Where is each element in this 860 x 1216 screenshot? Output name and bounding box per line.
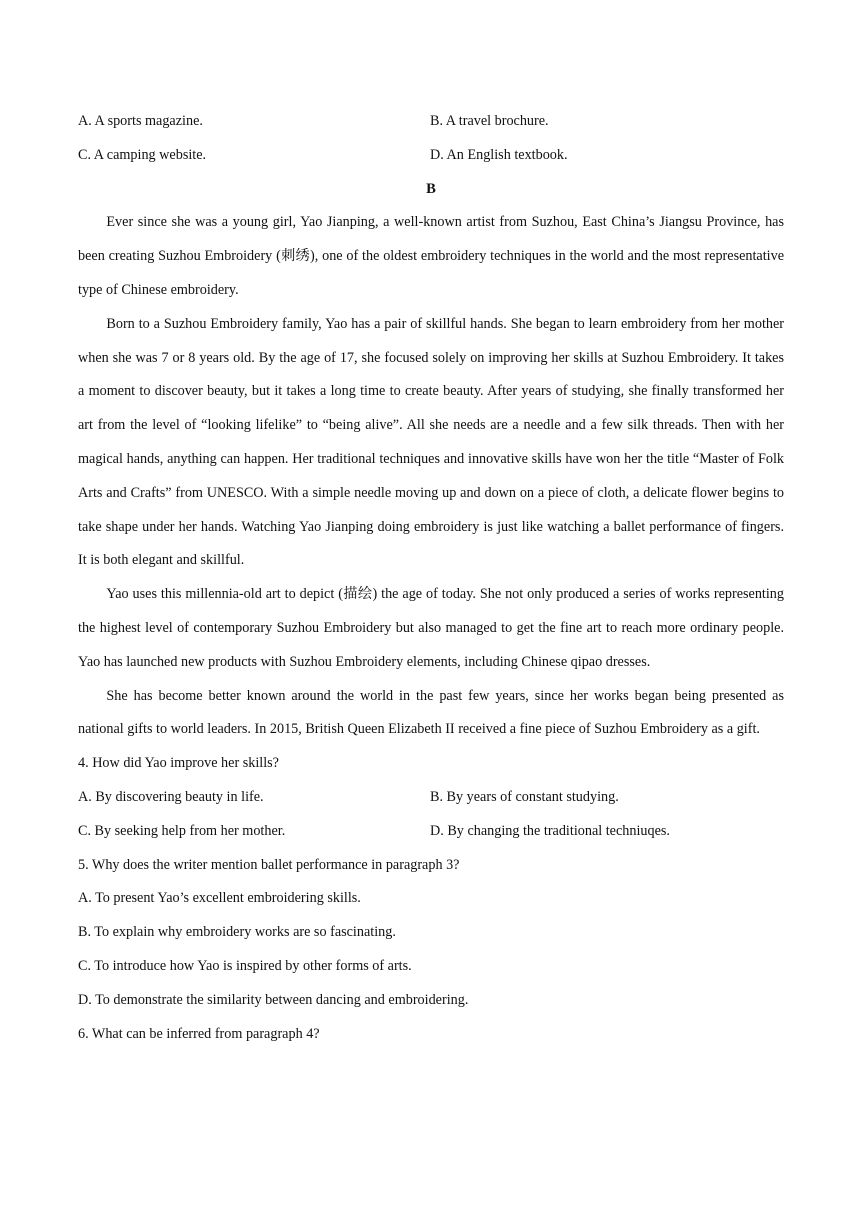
prev-question-options-row-1 <box>78 105 784 139</box>
q5-option-a: A. To present Yao’s excellent embroidering skills. <box>78 890 361 907</box>
option-b: B. A travel brochure. <box>430 113 549 129</box>
paragraph-1: Ever since she was a young girl, Yao Jianping, a well-known artist from Suzhou, East China’s Jiangsu Province, has been creating Suzhou Embroidery (刺绣), one of the oldest embroidery techniques in the world and the most representative type of Chinese embroidery. <box>78 214 784 298</box>
q4-option-d: D. By changing the traditional techniuqes. <box>430 822 670 839</box>
q4-option-a: A. By discovering beauty in life. <box>78 788 264 805</box>
q5-option-c: C. To introduce how Yao is inspired by other forms of arts. <box>78 957 412 974</box>
option-a: A. A sports magazine. <box>78 113 203 129</box>
option-c: C. A camping website. <box>78 146 207 163</box>
q4-option-b: B. By years of constant studying. <box>430 788 619 805</box>
question-4-stem: 4. How did Yao improve her skills? <box>78 755 279 772</box>
paragraph-4: She has become better known around the world in the past few years, since her works began being presented as national gifts to world leaders. In 2015, British Queen Elizabeth II received a fine piece of Suzhou Embroidery as a gift. <box>78 687 784 738</box>
paragraph-3: Yao uses this millennia-old art to depict (描绘) the age of today. She not only produced a series of works representing the highest level of contemporary Suzhou Embroidery but also managed to get the fine art to reach more ordinary people. Yao has launched new products with Suzhou Embroidery elements, including Chinese qipao dresses. <box>78 586 784 670</box>
question-6-stem: 6. What can be inferred from paragraph 4? <box>78 1025 320 1042</box>
q5-option-b: B. To explain why embroidery works are so fascinating. <box>78 924 396 941</box>
option-d: D. An English textbook. <box>430 146 568 163</box>
prev-question-options-row-2 <box>78 139 784 173</box>
q4-option-c: C. By seeking help from her mother. <box>78 822 286 839</box>
document-page <box>78 105 784 1051</box>
question-4-options-row-1 <box>78 781 784 815</box>
paragraph-2: Born to a Suzhou Embroidery family, Yao has a pair of skillful hands. She began to learn embroidery from her mother when she was 7 or 8 years old. By the age of 17, she focused solely on improving her skills at Suzhou Embroidery. It takes a moment to discover beauty, but it takes a long time to create beauty. After years of studying, she finally transformed her art from the level of “looking lifelike” to “being alive”. All she needs are a needle and a few silk threads. Then with her magical hands, anything can happen. Her traditional techniques and innovative skills have won her the title “Master of Folk Arts and Crafts” from UNESCO. With a simple needle moving up and down on a piece of cloth, a delicate flower begins to take shape under her hands. Watching Yao Jianping doing embroidery is just like watching a ballet performance of fingers. It is both elegant and skillful. <box>78 315 784 569</box>
question-5-stem: 5. Why does the writer mention ballet performance in paragraph 3? <box>78 856 460 873</box>
section-heading: B <box>426 180 436 197</box>
question-4-options-row-2 <box>78 815 784 849</box>
q5-option-d: D. To demonstrate the similarity between dancing and embroidering. <box>78 991 469 1008</box>
